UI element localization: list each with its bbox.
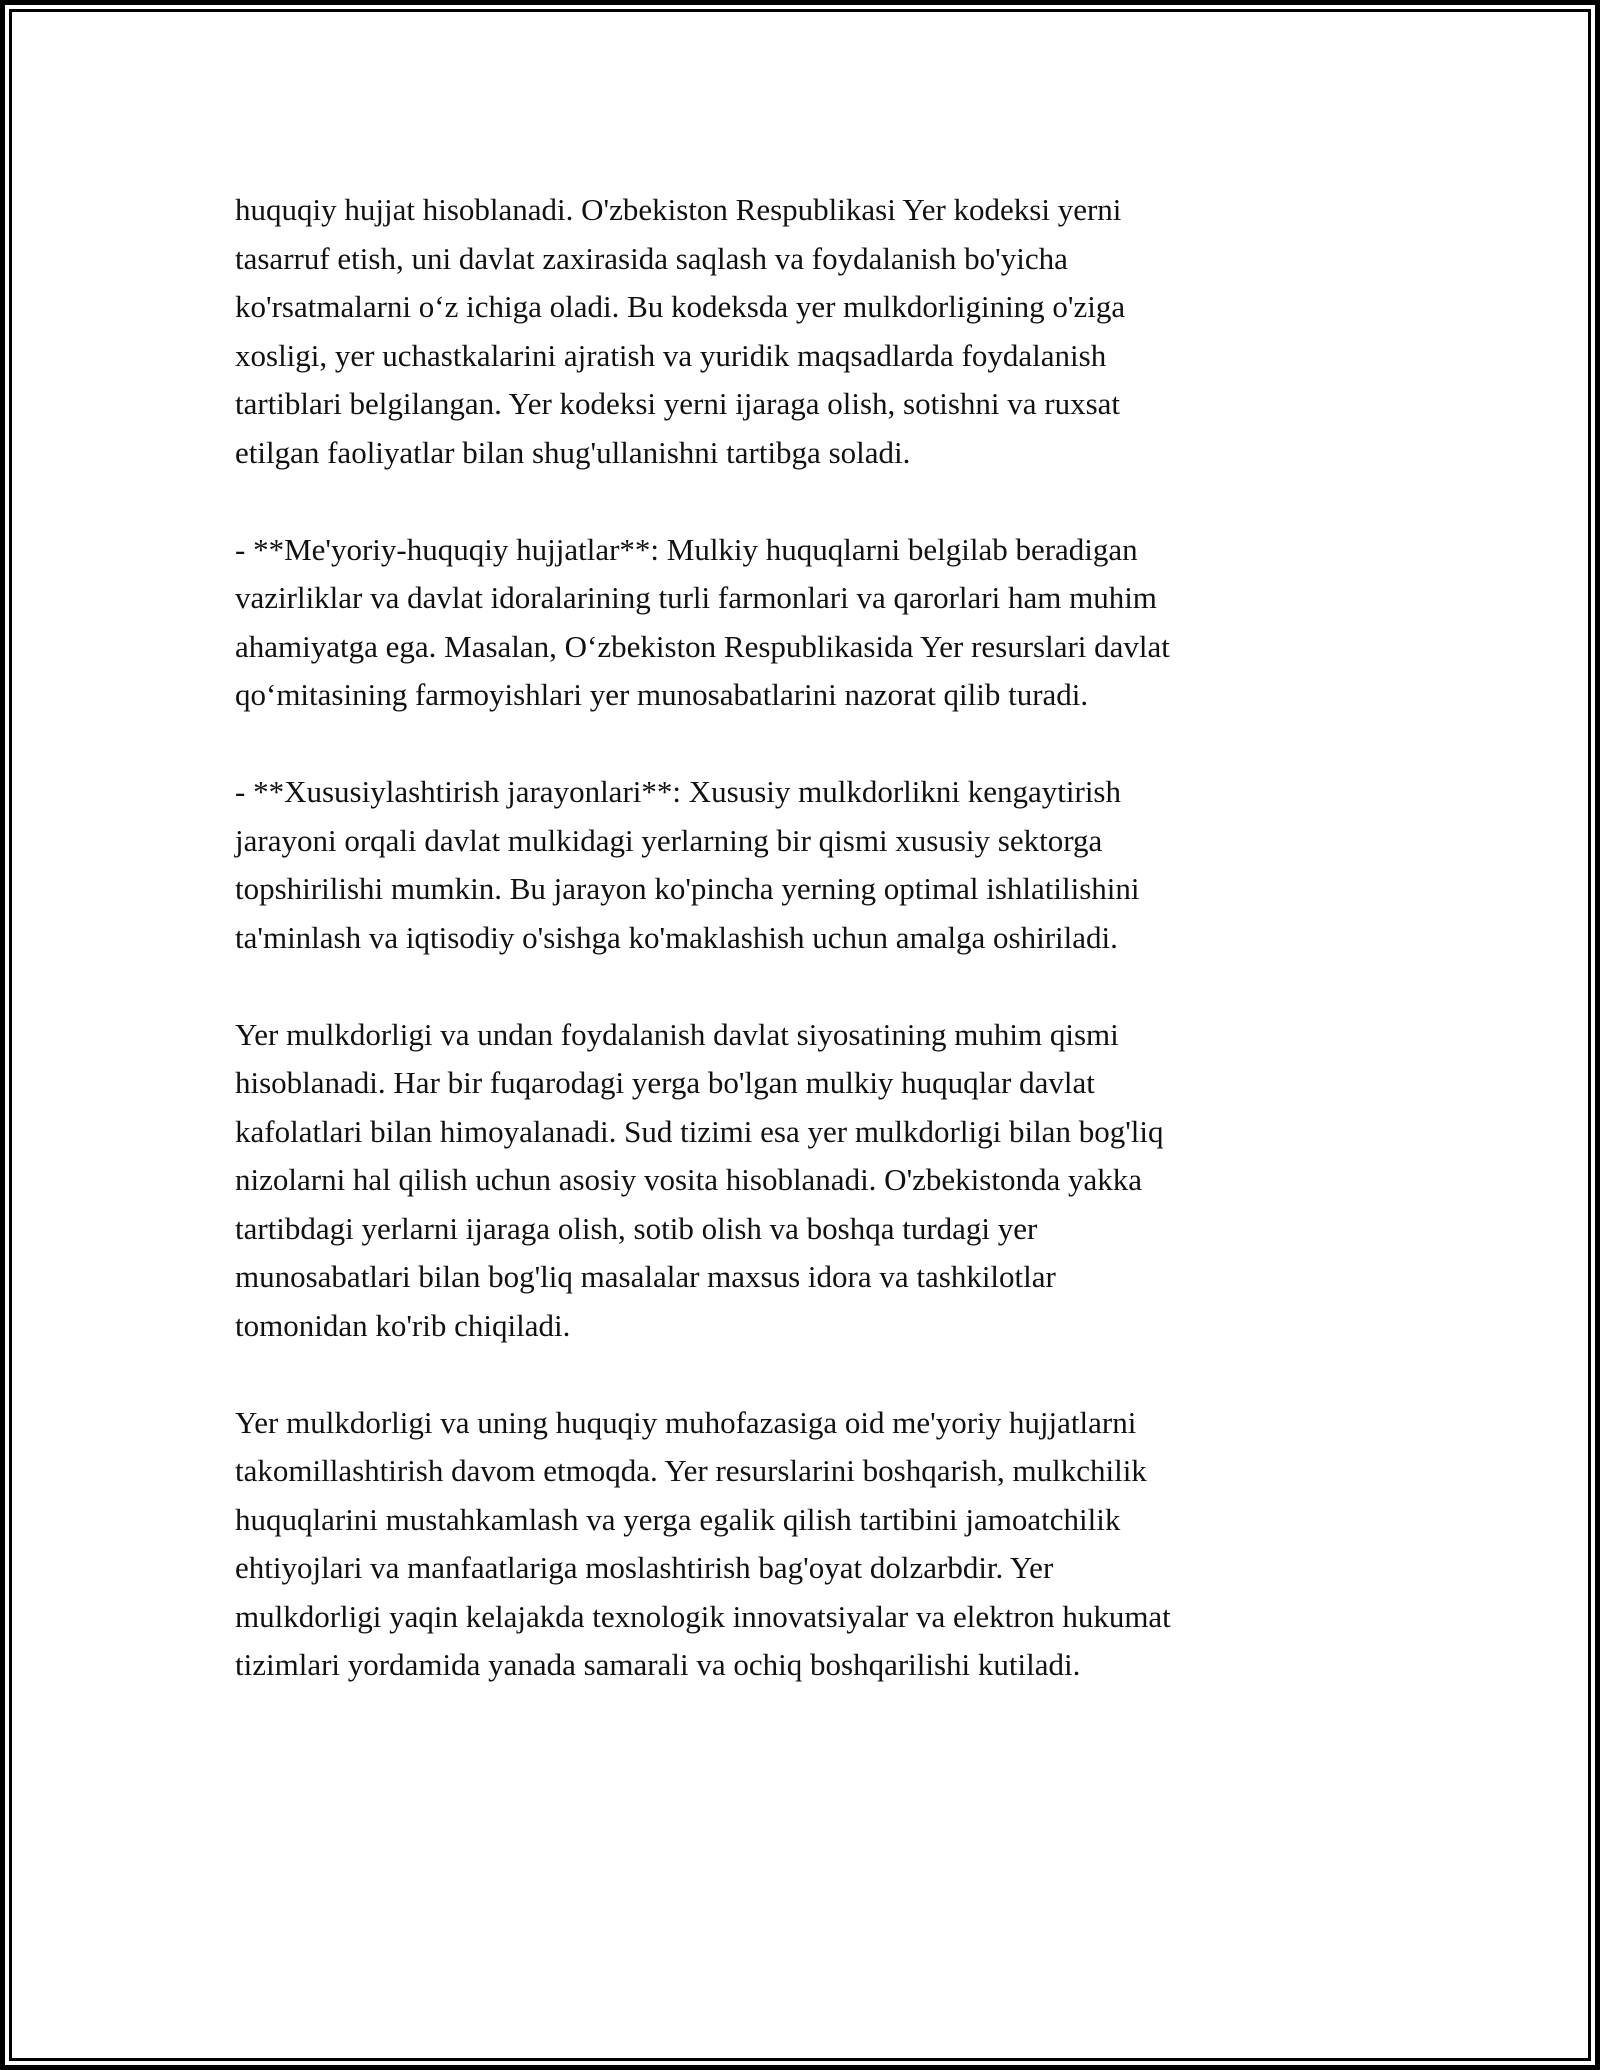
text-line: ehtiyojlari va manfaatlariga moslashtirish bag'oyat dolzarbdir. Yer	[235, 1550, 1054, 1585]
text-line: takomillashtirish davom etmoqda. Yer resurslarini boshqarish, mulkchilik	[235, 1453, 1147, 1488]
text-line: kafolatlari bilan himoyalanadi. Sud tizimi esa yer mulkdorligi bilan bog'liq	[235, 1113, 1164, 1149]
text-line: etilgan faoliyatlar bilan shug'ullanishni tartibga soladi.	[235, 434, 911, 470]
text-line: tizimlari yordamida yanada samarali va ochiq boshqarilishi kutiladi.	[235, 1647, 1081, 1682]
text-line: Yer mulkdorligi va undan foydalanish davlat siyosatining muhim qismi	[235, 1016, 1119, 1052]
text-line: ahamiyatga ega. Masalan, O‘zbekiston Respublikasida Yer resurslari davlat	[235, 628, 1170, 664]
text-line: huquqlarini mustahkamlash va yerga egalik qilish tartibini jamoatchilik	[235, 1501, 1121, 1537]
text-line: huquqiy hujjat hisoblanadi. O'zbekiston Respublikasi Yer kodeksi yerni	[235, 192, 1122, 227]
text-line: tartiblari belgilangan. Yer kodeksi yerni ijaraga olish, sotishni va ruxsat	[235, 386, 1121, 421]
text-line: - **Xususiylashtirish jarayonlari**: Xususiy mulkdorlikni kengaytirish	[235, 774, 1121, 809]
text-line: tasarruf etish, uni davlat zaxirasida saqlash va foydalanish bo'yicha	[235, 240, 1068, 276]
paragraph-normative-acts	[235, 526, 1385, 720]
text-line: topshirilishi mumkin. Bu jarayon ko'pincha yerning optimal ishlatilishini	[235, 871, 1140, 906]
text-line: xosligi, yer uchastkalarini ajratish va yuridik maqsadlarda foydalanish	[235, 337, 1107, 373]
text-line: munosabatlari bilan bog'liq masalalar maxsus idora va tashkilotlar	[235, 1259, 1056, 1294]
text-line: nizolarni hal qilish uchun asosiy vosita hisoblanadi. O'zbekistonda yakka	[235, 1162, 1142, 1197]
paragraph-privatization	[235, 768, 1385, 962]
text-line: Yer mulkdorligi va uning huquqiy muhofazasiga oid me'yoriy hujjatlarni	[235, 1404, 1137, 1440]
text-line: tomonidan ko'rib chiqiladi.	[235, 1307, 571, 1343]
text-line: mulkdorligi yaqin kelajakda texnologik innovatsiyalar va elektron hukumat	[235, 1598, 1171, 1634]
text-line: jarayoni orqali davlat mulkidagi yerlarning bir qismi xususiy sektorga	[235, 822, 1103, 858]
paragraph-land-policy	[235, 1011, 1385, 1351]
text-line: tartibdagi yerlarni ijaraga olish, sotib olish va boshqa turdagi yer	[235, 1210, 1038, 1246]
paragraph-land-code	[235, 186, 1385, 477]
paragraph-future-outlook	[235, 1399, 1385, 1690]
text-line: vazirliklar va davlat idoralarining turli farmonlari va qarorlari ham muhim	[235, 580, 1157, 615]
text-line: hisoblanadi. Har bir fuqarodagi yerga bo'lgan mulkiy huquqlar davlat	[235, 1065, 1095, 1100]
text-line: ta'minlash va iqtisodiy o'sishga ko'maklashish uchun amalga oshiriladi.	[235, 919, 1118, 955]
text-line: - **Me'yoriy-huquqiy hujjatlar**: Mulkiy huquqlarni belgilab beradigan	[235, 531, 1138, 567]
text-line: qo‘mitasining farmoyishlari yer munosabatlarini nazorat qilib turadi.	[235, 677, 1089, 712]
document-body	[235, 186, 1385, 1738]
text-line: ko'rsatmalarni o‘z ichiga oladi. Bu kodeksda yer mulkdorligining o'ziga	[235, 289, 1126, 324]
